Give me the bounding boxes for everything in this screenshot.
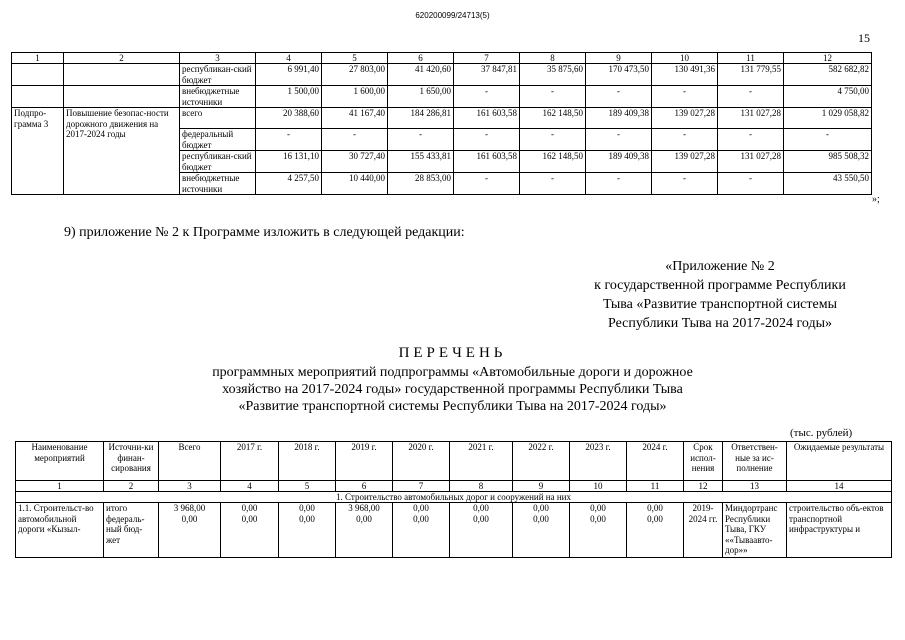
value-cell: 139 027,28 — [652, 151, 718, 173]
column-number: 2 — [104, 481, 159, 492]
program-cell — [12, 86, 64, 108]
value-cell: 0,00 0,00 — [450, 503, 513, 558]
value-cell: - — [520, 173, 586, 195]
table-row — [16, 503, 892, 558]
table-row — [12, 64, 872, 86]
value-cell: 28 853,00 — [388, 173, 454, 195]
value-cell: 0,00 0,00 — [279, 503, 336, 558]
closing-quote: »; — [872, 194, 880, 205]
value-cell: 161 603,58 — [454, 151, 520, 173]
value-cell: 139 027,28 — [652, 108, 718, 129]
value-cell: 6 991,40 — [256, 64, 322, 86]
value-cell: 43 550,50 — [784, 173, 872, 195]
column-header: Ожидаемые результаты — [787, 442, 892, 481]
list-heading: ПЕРЕЧЕНЬ — [398, 345, 507, 361]
value-cell: 41 420,60 — [388, 64, 454, 86]
column-number: 12 — [684, 481, 723, 492]
source-cell: внебюджетные источники — [180, 173, 256, 195]
source-total: итого — [106, 503, 128, 513]
column-number: 4 — [256, 53, 322, 64]
column-number: 13 — [723, 481, 787, 492]
value-cell: 582 682,82 — [784, 64, 872, 86]
amendment-paragraph: 9) приложение № 2 к Программе изложить в следующей редакции: — [64, 225, 465, 240]
value-cell: - — [718, 129, 784, 151]
column-number: 14 — [787, 481, 892, 492]
column-number: 10 — [652, 53, 718, 64]
value-cell: 1 029 058,82 — [784, 108, 872, 129]
value-cell: - — [454, 86, 520, 108]
column-header: Источни-ки финан-сирования — [104, 442, 159, 481]
column-number: 4 — [221, 481, 279, 492]
header-row — [16, 442, 892, 481]
program-cell: Подпро-грамма 3 — [12, 108, 64, 195]
value-cell: 0,00 0,00 — [627, 503, 684, 558]
column-number: 1 — [16, 481, 104, 492]
value-cell: 3 968,00 0,00 — [336, 503, 393, 558]
value-cell: 10 440,00 — [322, 173, 388, 195]
source-cell: всего — [180, 108, 256, 129]
value-cell: 131 027,28 — [718, 108, 784, 129]
program-name-cell: Повышение безопас-ности дорожного движения на 2017-2024 годы — [64, 108, 180, 195]
value-cell: - — [652, 86, 718, 108]
value-cell: 3 968,00 0,00 — [159, 503, 221, 558]
column-number: 3 — [180, 53, 256, 64]
value-cell: 0,00 0,00 — [221, 503, 279, 558]
value-cell: - — [586, 129, 652, 151]
column-header: Срок испол-нения — [684, 442, 723, 481]
value-cell: - — [718, 173, 784, 195]
column-number: 10 — [570, 481, 627, 492]
column-number: 2 — [64, 53, 180, 64]
column-number: 9 — [513, 481, 570, 492]
value-cell: 131 779,55 — [718, 64, 784, 86]
value-cell: 30 727,40 — [322, 151, 388, 173]
column-header: 2023 г. — [570, 442, 627, 481]
value-cell: - — [454, 173, 520, 195]
column-header: 2020 г. — [393, 442, 450, 481]
term-cell: 2019-2024 гг. — [684, 503, 723, 558]
value-cell: 1 500,00 — [256, 86, 322, 108]
program-name-cell — [64, 86, 180, 108]
appendix-line: Тыва «Развитие транспортной системы — [603, 297, 837, 312]
column-number-row — [16, 481, 892, 492]
subtitle-line: программных мероприятий подпрограммы «Автомобильные дороги и дорожное — [212, 365, 693, 380]
source-cell: республикан-ский бюджет — [180, 64, 256, 86]
measures-table — [15, 441, 892, 558]
column-header: 2019 г. — [336, 442, 393, 481]
value-cell: 985 508,32 — [784, 151, 872, 173]
value-cell: - — [652, 129, 718, 151]
list-subtitle — [0, 364, 905, 415]
value-cell: - — [520, 86, 586, 108]
value-cell: 1 650,00 — [388, 86, 454, 108]
value-cell: 41 167,40 — [322, 108, 388, 129]
column-header: 2024 г. — [627, 442, 684, 481]
value-cell: 0,00 0,00 — [570, 503, 627, 558]
column-number: 7 — [454, 53, 520, 64]
value-cell: 189 409,38 — [586, 151, 652, 173]
column-header: 2022 г. — [513, 442, 570, 481]
column-number: 5 — [279, 481, 336, 492]
column-number: 6 — [388, 53, 454, 64]
column-number: 6 — [336, 481, 393, 492]
value-cell: - — [718, 86, 784, 108]
subtitle-line: хозяйство на 2017-2024 годы» государственной программы Республики Тыва — [222, 382, 683, 397]
source-cell: внебюджетные источники — [180, 86, 256, 108]
source-federal: федераль-ный бюд-жет — [106, 513, 145, 545]
page-number: 15 — [858, 31, 870, 45]
value-cell: 130 491,36 — [652, 64, 718, 86]
column-header: Наименование мероприятий — [16, 442, 104, 481]
source-cell: федеральный бюджет — [180, 129, 256, 151]
column-number: 12 — [784, 53, 872, 64]
appendix-line: к государственной программе Республики — [594, 278, 846, 293]
value-cell: 0,00 0,00 — [513, 503, 570, 558]
column-number: 1 — [12, 53, 64, 64]
value-cell: 184 286,81 — [388, 108, 454, 129]
column-header: 2021 г. — [450, 442, 513, 481]
table-row — [12, 108, 872, 129]
column-number-row — [12, 53, 872, 64]
value-cell: 0,00 0,00 — [393, 503, 450, 558]
column-header: Всего — [159, 442, 221, 481]
value-cell: 35 875,60 — [520, 64, 586, 86]
value-cell: - — [520, 129, 586, 151]
value-cell: 20 388,60 — [256, 108, 322, 129]
program-name-cell — [64, 64, 180, 86]
value-cell: 155 433,81 — [388, 151, 454, 173]
column-header: Ответствен-ные за ис-полнение — [723, 442, 787, 481]
value-cell: - — [586, 173, 652, 195]
value-cell: 37 847,81 — [454, 64, 520, 86]
value-cell: 27 803,00 — [322, 64, 388, 86]
appendix-line: «Приложение № 2 — [665, 259, 775, 274]
value-cell: 162 148,50 — [520, 151, 586, 173]
value-cell: - — [256, 129, 322, 151]
column-number: 9 — [586, 53, 652, 64]
value-cell: - — [652, 173, 718, 195]
source-cell — [104, 503, 159, 558]
value-cell: 1 600,00 — [322, 86, 388, 108]
value-cell: 162 148,50 — [520, 108, 586, 129]
column-header: 2018 г. — [279, 442, 336, 481]
column-number: 11 — [627, 481, 684, 492]
result-cell: строительство объ-ектов транспортной инфраструктуры и — [787, 503, 892, 558]
value-cell: - — [586, 86, 652, 108]
value-cell: 4 257,50 — [256, 173, 322, 195]
appendix-line: Республики Тыва на 2017-2024 годы» — [607, 316, 833, 331]
column-number: 5 — [322, 53, 388, 64]
table-row — [12, 86, 872, 108]
column-number: 3 — [159, 481, 221, 492]
value-cell: 170 473,50 — [586, 64, 652, 86]
section-row — [16, 492, 892, 503]
value-cell: - — [322, 129, 388, 151]
column-header: 2017 г. — [221, 442, 279, 481]
column-number: 11 — [718, 53, 784, 64]
value-cell: 4 750,00 — [784, 86, 872, 108]
section-title: 1. Строительство автомобильных дорог и сооружений на них — [16, 492, 892, 503]
source-cell: республикан-ский бюджет — [180, 151, 256, 173]
budget-table-continued — [11, 52, 872, 195]
program-cell — [12, 64, 64, 86]
value-cell: - — [388, 129, 454, 151]
value-cell: - — [454, 129, 520, 151]
value-cell: 189 409,38 — [586, 108, 652, 129]
units-label: (тыс. рублей) — [790, 427, 853, 439]
value-cell: 161 603,58 — [454, 108, 520, 129]
measure-name: 1.1. Строительст-во автомобильной дороги «Кызыл- — [16, 503, 104, 558]
value-cell: 16 131,10 — [256, 151, 322, 173]
value-cell: 131 027,28 — [718, 151, 784, 173]
value-cell: - — [784, 129, 872, 151]
responsible-cell: Миндортранс Республики Тыва, ГКУ ««Тываавто-дор»» — [723, 503, 787, 558]
subtitle-line: «Развитие транспортной системы Республики Тыва на 2017-2024 годы» — [238, 399, 667, 414]
document-code: 620200099/24713(5) — [415, 11, 490, 20]
column-number: 8 — [520, 53, 586, 64]
column-number: 8 — [450, 481, 513, 492]
appendix-caption — [560, 257, 880, 333]
column-number: 7 — [393, 481, 450, 492]
